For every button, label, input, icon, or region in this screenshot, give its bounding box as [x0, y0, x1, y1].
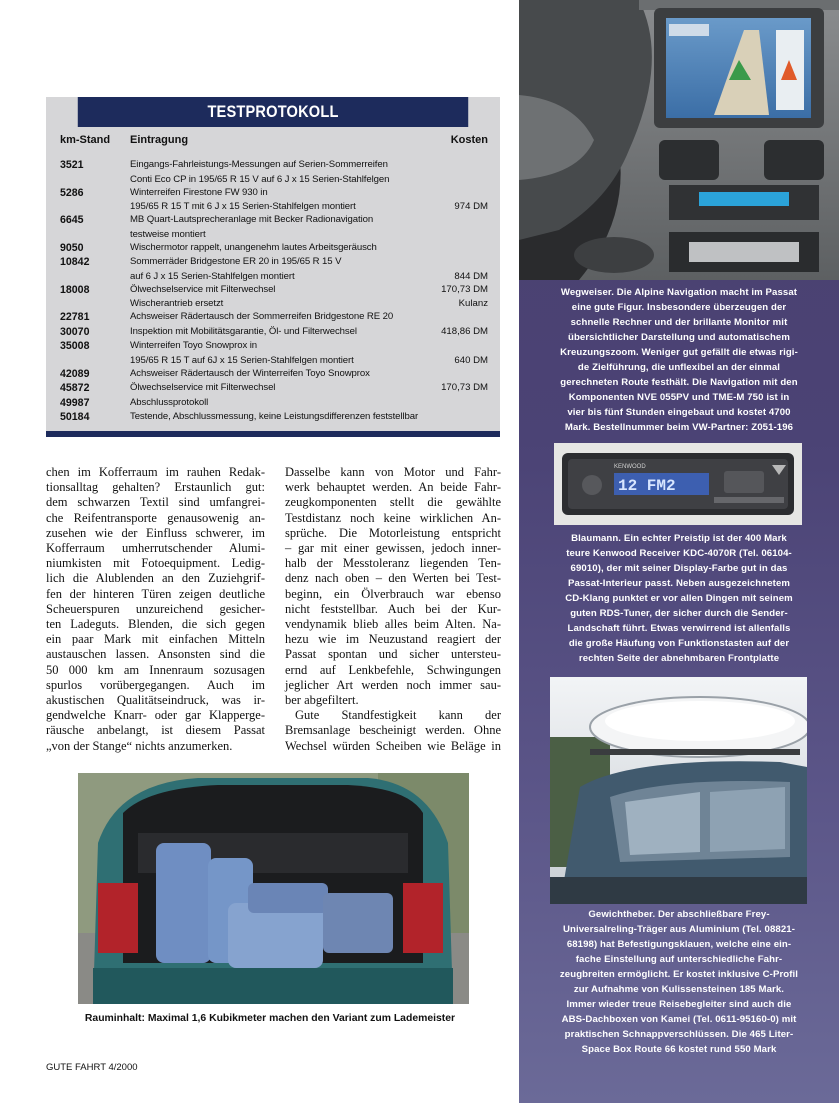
caption-line: Passat-Interieur passt. Neben ausgezeichnetem	[567, 578, 791, 589]
table-row	[46, 310, 500, 325]
km-cell: 18008	[60, 283, 90, 296]
entry-cell: auf 6 J x 15 Serien-Stahlfelgen montiert	[130, 270, 295, 282]
caption-line: fache Einstellung auf unterschiedliche Fahr-	[575, 954, 783, 965]
article-column-1	[46, 465, 265, 754]
table-row	[46, 325, 500, 340]
column-header-km: km-Stand	[60, 134, 111, 146]
caption-line: zeugbreiten ermöglicht. Er kostet inklusive C-Profil	[559, 969, 799, 980]
entry-cell: Wischerantrieb ersetzt	[130, 298, 224, 309]
text-line: che Reifentransporte genausowenig an-	[46, 510, 265, 525]
text-line: Bremsanlage bescheinigt werden. Ohne	[285, 723, 501, 738]
caption-line: ABS-Dachboxen von Kamei (Tel. 0611-95160-0) mit	[561, 1014, 797, 1025]
table-row	[46, 255, 500, 284]
page-footer: GUTE FAHRT 4/2000	[46, 1062, 138, 1073]
entry-cell: Winterreifen Firestone FW 930 in	[130, 186, 268, 198]
table-row	[46, 367, 500, 382]
text-line: hezu wie im Neuzustand reagiert der	[285, 632, 501, 647]
entry-cell: testweise montiert	[130, 228, 206, 240]
entry-cell: Conti Eco CP in 195/65 R 15 V auf 6 J x 15 Serien-Stahlfelgen	[130, 173, 390, 185]
cost-cell: 640 DM	[454, 354, 488, 366]
text-line: Testdistanz noch keine wirklichen An-	[285, 510, 501, 525]
text-line: tionsalltag gehalten? Erstaunlich gut:	[46, 480, 265, 495]
caption-line: vier bis fünf Stunden eingebaut und kostet 4700	[567, 407, 791, 418]
km-cell: 10842	[60, 256, 90, 268]
trunk-photo	[78, 773, 469, 1004]
text-line: sprüche. Die Motorleistung entspricht	[285, 525, 501, 540]
caption-line: Blaumann. Ein echter Preistip ist der 400 Mark	[571, 533, 787, 544]
entry-cell: 195/65 R 15 T auf 6J x 15 Serien-Stahlfelgen montiert	[130, 354, 354, 366]
table-title: TESTPROTOKOLL	[78, 97, 468, 127]
caption-line: Landschaft führt. Etwas verwirrend ist allenfalls	[567, 623, 791, 634]
entry-cell: 195/65 R 15 T mit 6 J x 15 Serien-Stahlfelgen montiert	[130, 201, 356, 212]
caption-line: Komponenten NVE 055PV und TME-M 750 ist in	[568, 392, 790, 403]
column-header-entry: Eintragung	[130, 134, 189, 146]
entry-cell: Sommerräder Bridgestone ER 20 in 195/65 R 15 V	[130, 256, 342, 267]
cost-cell: Kulanz	[458, 298, 488, 309]
text-line: nicht feststellbar. Auch bei der Kur-	[285, 601, 501, 616]
radio-display-text: 12 FM2	[618, 477, 676, 495]
trunk-caption: Rauminhalt: Maximal 1,6 Kubikmeter machen den Variant zum Lademeister	[84, 1013, 456, 1024]
table-row	[46, 213, 500, 242]
text-line: denz nach oben – den Werten bei Test-	[285, 571, 501, 586]
caption-line: 69010), der mit seiner Display-Farbe gut in das	[570, 563, 788, 574]
table-row	[46, 339, 500, 368]
entry-cell: Eingangs-Fahrleistungs-Messungen auf Serien-Sommerreifen	[130, 159, 388, 170]
text-line: 50 000 km am Innenraum sozusagen	[46, 662, 265, 677]
text-line: spurlos vorübergegangen. Auch im	[46, 677, 265, 692]
text-line: lich die Alublenden an den Zuziehgrif-	[46, 571, 265, 586]
text-line: – gar mit einer gewissen, jedoch inner-	[285, 541, 501, 556]
radio-caption	[533, 531, 825, 666]
caption-line: de Zielführung, die unflexibel an der einmal	[577, 362, 781, 373]
caption-line: guten RDS-Tuner, der sicher durch die Sender-	[570, 608, 788, 619]
text-line: austauschen lassen. Ansonsten sind die	[46, 647, 265, 662]
radio-illustration	[554, 443, 802, 525]
radio-brand-text: KENWOOD	[614, 464, 646, 470]
caption-line: schnelle Rechner und der brillante Monitor mit	[570, 317, 788, 328]
text-line: werk behauptet werden. An beide Fahr-	[285, 480, 501, 495]
entry-cell: Ölwechselservice mit Filterwechsel	[130, 283, 276, 295]
cost-cell: 170,73 DM	[441, 283, 488, 295]
text-line: Passat spontan und sicher unterstеu-	[285, 647, 501, 662]
entry-cell: MB Quart-Lautsprecheranlage mit Becker Radionavigation	[130, 214, 374, 225]
entry-cell: Winterreifen Toyo Snowprox in	[130, 340, 258, 351]
entry-cell: Ölwechselservice mit Filterwechsel	[130, 382, 276, 393]
caption-line: Kreuzungszoom. Weniger gut gefällt die etwas rigi-	[560, 347, 798, 358]
caption-line: Universalreling-Träger aus Aluminium (Tel. 08821-	[562, 924, 796, 935]
table-row	[46, 410, 500, 425]
trunk-illustration	[78, 773, 469, 1004]
caption-line: teure Kenwood Receiver KDC-4070R (Tel. 06104-	[566, 548, 792, 559]
caption-line: Wegweiser. Die Alpine Navigation macht im Passat	[560, 287, 798, 298]
km-cell: 3521	[60, 159, 84, 171]
caption-line: rechten Seite der abnehmbaren Frontplatte	[578, 653, 780, 664]
text-line: ten Ladeguts. Blenden, die sich gegen	[46, 617, 265, 632]
text-line: Gute Standfestigkeit kann der	[295, 708, 501, 723]
radio-photo	[554, 443, 802, 525]
roofbox-caption	[531, 907, 827, 1057]
roofbox-illustration	[550, 677, 807, 904]
text-line: akustischen Qualitätseindruck, was ir-	[46, 693, 265, 708]
navigation-illustration	[519, 0, 839, 280]
km-cell: 35008	[60, 340, 90, 352]
km-cell: 22781	[60, 311, 90, 323]
caption-line: praktischen Schnappverschlüssen. Die 465 Liter-	[564, 1029, 794, 1040]
text-line: Dasselbe kann von Motor und Fahr-	[285, 465, 501, 479]
cost-cell: 170,73 DM	[441, 382, 488, 393]
table-row	[46, 158, 500, 187]
text-line: Wechsel würden Scheiben wie Beläge in	[285, 738, 501, 753]
cost-cell: 844 DM	[454, 270, 488, 282]
km-cell: 42089	[60, 367, 90, 380]
text-line: zeugkomponenten stellt die gewählte	[285, 495, 501, 510]
caption-line: Mark. Bestellnummer beim VW-Partner: Z051-196	[564, 422, 794, 433]
caption-line: CD-Klang punktet er vor allen Dingen mit seinem	[565, 593, 793, 604]
caption-line: eine gute Figur. Insbesondere überzeugen der	[571, 302, 787, 313]
table-row	[46, 396, 500, 411]
entry-cell: Wischermotor rappelt, unangenehm lautes Arbeitsgeräusch	[130, 241, 377, 253]
text-line: niumkisten mit Fotoequipment. Ledig-	[46, 556, 265, 571]
caption-line: übersichtlicher Darstellung und automatischem	[567, 332, 790, 343]
entry-cell: Achsweiser Rädertausch der Sommerreifen Bridgestone RE 20	[130, 311, 394, 322]
text-line: vendynamik blieb alles beim Alten. Na-	[285, 617, 501, 632]
column-header-cost: Kosten	[450, 134, 488, 146]
text-line: Scheuerspuren unzureichend gesicher-	[46, 601, 265, 616]
entry-cell: Testende, Abschlussmessung, keine Leistungsdifferenzen feststellbar	[130, 411, 419, 422]
navigation-photo	[519, 0, 839, 280]
caption-line: 68198) hat Befestigungsklauen, welche eine ein-	[566, 939, 792, 950]
test-protocol-table	[46, 97, 500, 437]
text-line: ein paar Mark mit einfachen Mitteln	[46, 632, 265, 647]
text-line: jeglicher Art werden noch immer sau-	[285, 677, 501, 692]
km-cell: 5286	[60, 186, 84, 199]
roofbox-photo	[550, 677, 807, 904]
text-line: gendwelche Knarr- oder gar Klapperge-	[46, 708, 265, 723]
km-cell: 49987	[60, 396, 90, 409]
text-line: chen im Kofferraum im rauhen Redak-	[46, 465, 265, 479]
caption-line: Immer wieder treue Reisebegleiter sind auch die	[566, 999, 792, 1010]
caption-line: die große Häufung von Funktionstasten auf der	[568, 638, 790, 649]
caption-line: gerechneten Route festhält. Die Navigation mit den	[560, 377, 798, 388]
cost-cell: 974 DM	[454, 201, 488, 212]
km-cell: 50184	[60, 411, 90, 423]
text-line: beginn, ein Ölverbrauch war ebenso	[285, 586, 501, 601]
navigation-caption	[531, 285, 827, 435]
caption-line: zur Aufnahme von Kulissensteinen 185 Mark.	[573, 984, 785, 995]
text-line: fen der hinteren Türen zeigen deutliche	[46, 586, 265, 601]
caption-line: Gewichtheber. Der abschließbare Frey-	[588, 909, 770, 920]
sidebar-panel	[519, 0, 839, 1103]
text-line: Kofferraum umherrutschender Alumi-	[46, 541, 265, 556]
table-row	[46, 381, 500, 396]
table-row	[46, 283, 500, 312]
km-cell: 6645	[60, 214, 84, 226]
table-row	[46, 241, 500, 256]
entry-cell: Inspektion mit Mobilitätsgarantie, Öl- und Filterwechsel	[130, 325, 357, 337]
text-line: ernd auf Lenkbefehle, Schwingungen	[285, 662, 501, 677]
text-line: räusche anbelangt, ist diesem Passat	[46, 723, 265, 738]
entry-cell: Achsweiser Rädertausch der Winterreifen Toyo Snowprox	[130, 367, 370, 379]
text-line: ber abgefiltert.	[285, 693, 359, 708]
table-row	[46, 186, 500, 215]
entry-cell: Abschlussprotokoll	[130, 396, 209, 408]
text-line: zusehen wie der Einfluss schwerer, im	[46, 525, 265, 540]
km-cell: 30070	[60, 325, 90, 338]
text-line: „von der Stange“ nichts anzumerken.	[46, 738, 233, 753]
article-column-2	[285, 465, 501, 754]
cost-cell: 418,86 DM	[441, 325, 488, 337]
km-cell: 45872	[60, 382, 90, 394]
text-line: dem schwarzen Textil sind umfangrei-	[46, 495, 265, 510]
caption-line: Space Box Route 66 kostet rund 550 Mark	[581, 1044, 777, 1055]
text-line: halb der Messtoleranz liegenden Ten-	[285, 556, 501, 571]
km-cell: 9050	[60, 241, 84, 254]
